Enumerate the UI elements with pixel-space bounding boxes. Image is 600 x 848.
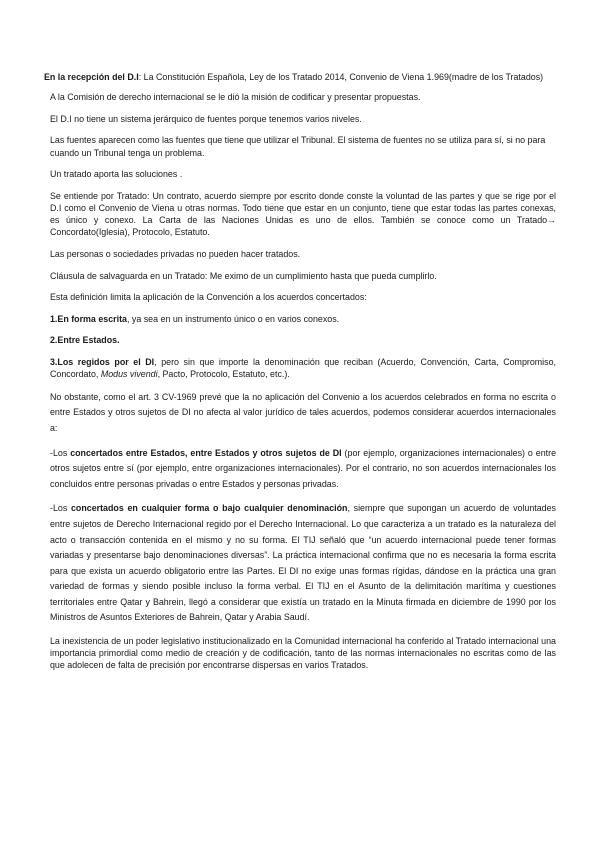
paragraph-soluciones: Un tratado aporta las soluciones . xyxy=(50,169,183,180)
paragraph-inexistencia: La inexistencia de un poder legislativo institucionalizado en la Comunidad internacional ha conferido al Tratado internacional una importancia primordial como medio de creación y de codificación, tanto de las normas internacionales no escritas como de las que adolecen de falta de precisión por encontrarse dispersas en varios Tratados. xyxy=(50,636,556,671)
list-item-1 xyxy=(50,313,556,325)
list-item-1-text: , ya sea en un instrumento único o en varios conexos. xyxy=(126,313,340,324)
paragraph-limita: Esta definición limita la aplicación de la Convención a los acuerdos concertados: xyxy=(50,292,367,303)
paragraph-personas: Las personas o sociedades privadas no pueden hacer tratados. xyxy=(50,248,301,259)
list-item-3-bold: Los regidos por el DI xyxy=(57,356,155,367)
intro-text: : La Constitución Española, Ley de los Tratado 2014, Convenio de Viena 1.969(madre de los Tratados) xyxy=(138,72,544,82)
list-item-2: 2.Entre Estados. xyxy=(50,335,120,346)
list-item-3-italic: Modus vivendi xyxy=(100,369,158,380)
cualquier-lead: -Los xyxy=(50,503,71,514)
list-item-3-number: 3. xyxy=(50,356,58,367)
paragraph-cualquier-forma xyxy=(50,501,556,626)
paragraph-definicion: Se entiende por Tratado: Un contrato, acuerdo siempre por escrito donde conste la voluntad de las partes y que se rige por el D.I como el Convenio de Viena u otras normas. Todo tiene que estar en un conjunto, tiene que estar todas las partes conexas, es único y conexo. La Carta de las Naciones Unidas es uno de ellos. También se conoce como un Tratado→ Concordato(Iglesia), Protocolo, Estatuto. xyxy=(50,190,556,238)
list-item-3-text: , pero sin que importe la denominación que reciban (Acuerdo, Convención, Carta, Compromiso, Concordato, xyxy=(50,356,556,380)
list-item-1-number: 1. xyxy=(50,313,58,324)
concertados-lead: -Los xyxy=(50,447,71,458)
paragraph-concertados xyxy=(50,446,556,493)
list-item-1-bold: En forma escrita xyxy=(57,313,127,324)
paragraph-fuentes: Las fuentes aparecen como las fuentes que tiene que utilizar el Tribunal. El sistema de fuentes no se utiliza para sí, si no para cuando un Tribunal tenga un problema. xyxy=(50,135,546,158)
intro-label: En la recepción del D.I xyxy=(44,72,139,82)
list-item-3-text-end: , Pacto, Protocolo, Estatuto, etc.). xyxy=(157,369,290,380)
intro-paragraph xyxy=(44,71,556,83)
paragraph-comision: A la Comisión de derecho internacional se le dió la misión de codificar y presentar propuestas. xyxy=(50,92,421,103)
paragraph-jerarquico: El D.I no tiene un sistema jerárquico de fuentes porque tenemos varios niveles. xyxy=(50,113,362,124)
concertados-text: (por ejemplo, organizaciones internacionales) o entre otros sujetos entre sí (por ejemplo, entre organizaciones internacionales). Por el contrario, no son acuerdos internacionales los concluidos entre personas privadas o entre Estados y personas privadas. xyxy=(50,447,557,489)
cualquier-bold: concertados en cualquier forma o bajo cualquier denominación xyxy=(70,503,348,514)
paragraph-clausula: Cláusula de salvaguarda en un Tratado: Me eximo de un cumplimiento hasta que pueda cumplirlo. xyxy=(50,270,437,281)
paragraph-no-obstante: No obstante, como el art. 3 CV-1969 prevé que la no aplicación del Convenio a los acuerdos celebrados en forma no escrita o entre Estados y otros sujetos de DI no afecta al valor jurídico de tales acuerdos, podemos considerar acuerdos internacionales a: xyxy=(50,391,556,433)
cualquier-text: , siempre que supongan un acuerdo de voluntades entre sujetos de Derecho Internacional regido por el Derecho Internacional. Lo que caracteriza a un tratado es la naturaleza del acto o transacción contenida en el mismo y no su forma. El TIJ señaló que “un acuerdo internacional puede tener formas variadas y presentarse bajo denominaciones diversas”. La práctica internacional confirma que no es necesaria la forma escrita para que exista un acuerdo obligatorio entre las Partes. El DI no exige unas formas rígidas, dándose en la práctica una gran variedad de formas y siendo posible incluso la forma verbal. El TIJ en el Asunto de la delimitación marítima y cuestiones territoriales entre Qatar y Bahrein, llegó a considerar que existía un tratado en la Minuta firmada en diciembre de 1990 por los Ministros de Asuntos Exteriores de Bahrein, Qatar y Arabia Saudí. xyxy=(50,503,556,623)
concertados-bold: concertados entre Estados, entre Estados y otros sujetos de DI xyxy=(70,447,342,458)
list-item-3 xyxy=(50,356,556,380)
